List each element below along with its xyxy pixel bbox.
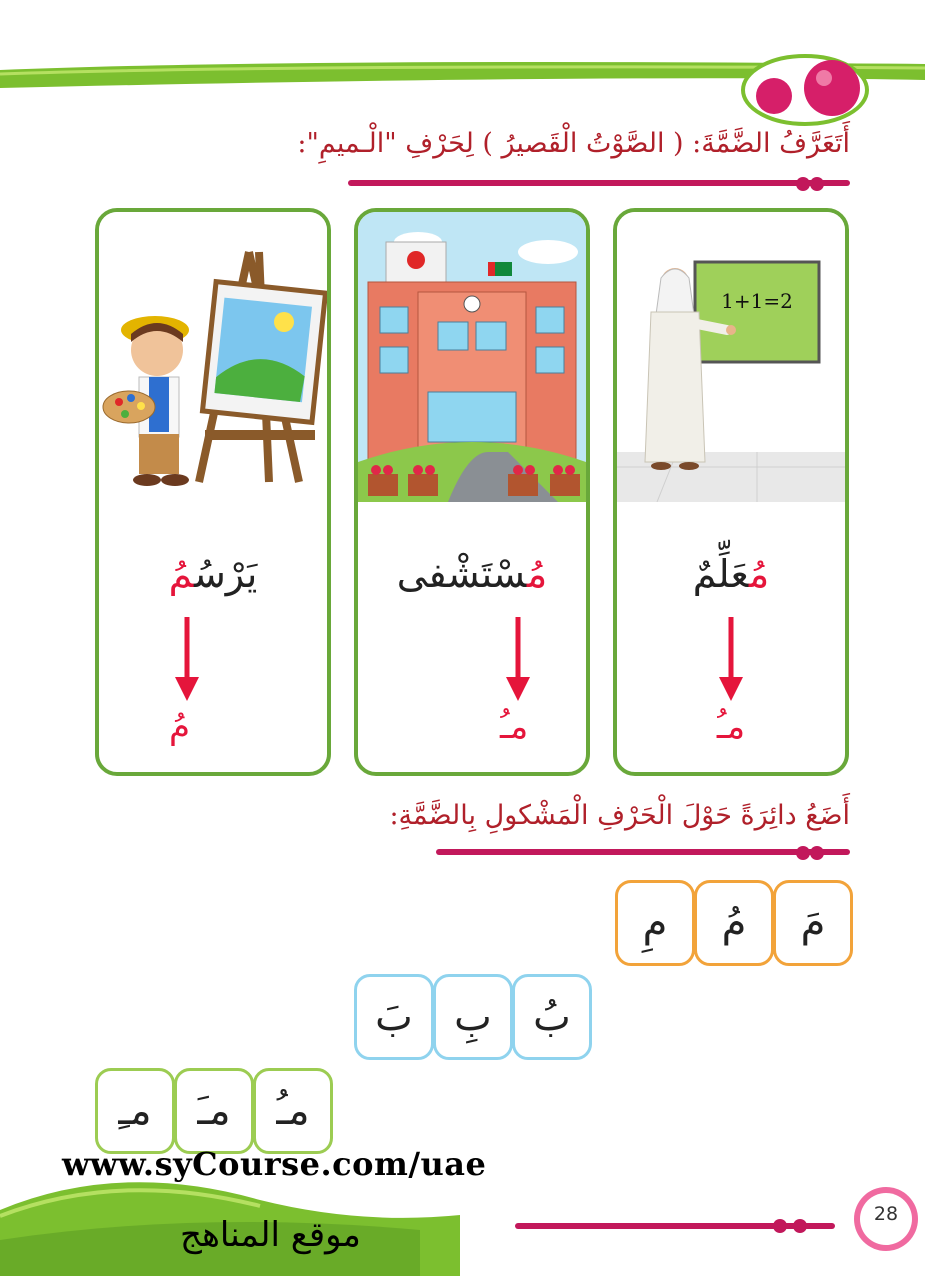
card-painter — [95, 208, 331, 776]
choice-box[interactable]: بِ — [433, 974, 513, 1060]
choice-box[interactable]: مَ — [773, 880, 853, 966]
card-teacher — [613, 208, 849, 776]
letter-meem-damma: مـُ — [716, 707, 746, 747]
letter-meem-damma: مـُ — [500, 707, 529, 747]
letter-meem-damma: مُ — [169, 707, 191, 747]
heading-rule-2 — [436, 849, 850, 855]
word-teacher: مُعَلِّمٌ — [692, 552, 770, 596]
word-hospital: مُسْتَشْفى — [396, 552, 548, 596]
rule-dots-2 — [795, 845, 835, 861]
choice-box[interactable]: مِ — [615, 880, 695, 966]
teacher-illustration — [617, 212, 845, 502]
choice-box[interactable]: مـِ — [95, 1068, 175, 1154]
choice-box[interactable]: مـَ — [174, 1068, 254, 1154]
word-painter: يَرْسُمُ — [168, 552, 258, 596]
svg-text:1+1=2: 1+1=2 — [721, 289, 793, 313]
card-hospital — [354, 208, 590, 776]
choice-box[interactable]: بُ — [512, 974, 592, 1060]
hospital-illustration — [358, 212, 586, 502]
website-watermark: www.syCourse.com/uae — [62, 1145, 487, 1183]
choice-box[interactable]: بَ — [354, 974, 434, 1060]
bottom-hill-decoration — [0, 1170, 945, 1276]
down-arrow-icon — [99, 617, 327, 707]
section-heading-2: أَضَعُ دائِرَةً حَوْلَ الْحَرْفِ الْمَشْكولِ بِالضَّمَّةِ: — [389, 800, 850, 831]
down-arrow-icon — [617, 617, 845, 707]
down-arrow-icon — [358, 617, 586, 707]
section-heading-1: أَتَعَرَّفُ الضَّمَّةَ: ( الصَّوْتُ الْقَصيرُ ) لِحَرْفِ "الْـميمِ": — [297, 128, 850, 159]
page-number: 28 — [873, 1203, 899, 1225]
choice-box[interactable]: مُ — [694, 880, 774, 966]
rule-dots-1 — [795, 176, 835, 192]
site-name-watermark: موقع المناهج — [180, 1215, 361, 1255]
painter-illustration — [99, 212, 327, 502]
decorative-dots-icon — [740, 50, 870, 130]
choice-box[interactable]: مـُ — [253, 1068, 333, 1154]
heading-rule-1 — [348, 180, 850, 186]
